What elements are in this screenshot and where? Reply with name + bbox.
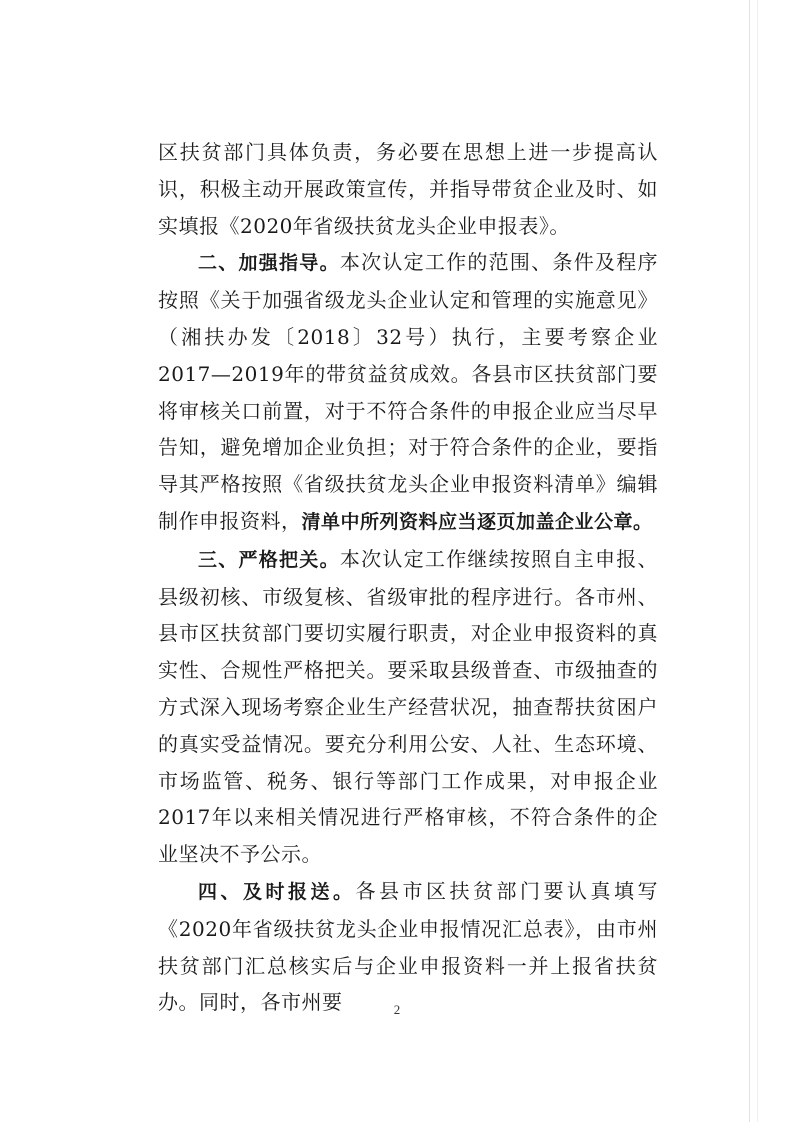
paragraph-text: 本次认定工作继续按照自主申报、县级初核、市级复核、省级审批的程序进行。各市州、县市区扶贫部门要切实履行职责，对企业申报资料的真实性、合规性严格把关。要采取县级普查、市级抽查的方式深入现场考察企业生产经营状况，抽查帮扶贫困户的真实受益情况。要充分利用公安、人社、生态环境、市场监管、税务、银行等部门工作成果，对申报企业2017年以来相关情况进行严格审核，不符合条件的企业坚决不予公示。 xyxy=(158,546,658,867)
paragraph-strict-control xyxy=(158,541,658,873)
section-heading: 三、严格把关。 xyxy=(198,548,340,571)
paragraph-text: 区扶贫部门具体负责，务必要在思想上进一步提高认识，积极主动开展政策宣传，并指导带贫企业及时、如实填报《2020年省级扶贫龙头企业申报表》。 xyxy=(158,140,658,238)
scan-edge-line xyxy=(749,0,750,1122)
emphasized-text: 清单中所列资料应当逐页加盖企业公章。 xyxy=(301,510,653,533)
paragraph-continuation xyxy=(158,134,658,244)
paragraph-text: 本次认定工作的范围、条件及程序按照《关于加强省级龙头企业认定和管理的实施意见》（湘扶办发〔2018〕32号）执行，主要考察企业2017—2019年的带贫益贫成效。各县市区扶贫部门要将审核关口前置，对于不符合条件的申报企业应当尽早告知，避免增加企业负担；对于符合条件的企业，要指导其严格按照《省级扶贫龙头企业申报资料清单》编辑制作申报资料， xyxy=(158,250,658,533)
paragraph-strengthen-guidance xyxy=(158,244,658,540)
paragraph-text: 各县市区扶贫部门要认真填写《2020年省级扶贫龙头企业申报情况汇总表》，由市州扶贫部门汇总核实后与企业申报资料一并上报省扶贫办。同时，各市州要 xyxy=(158,878,658,1015)
paragraph-timely-submission xyxy=(158,873,658,1021)
section-heading: 二、加强指导。 xyxy=(198,252,340,275)
section-heading: 四、及时报送。 xyxy=(198,880,356,903)
scan-edge-line-secondary xyxy=(757,0,758,1122)
page-number: 2 xyxy=(393,1002,401,1017)
document-body xyxy=(158,134,658,1021)
